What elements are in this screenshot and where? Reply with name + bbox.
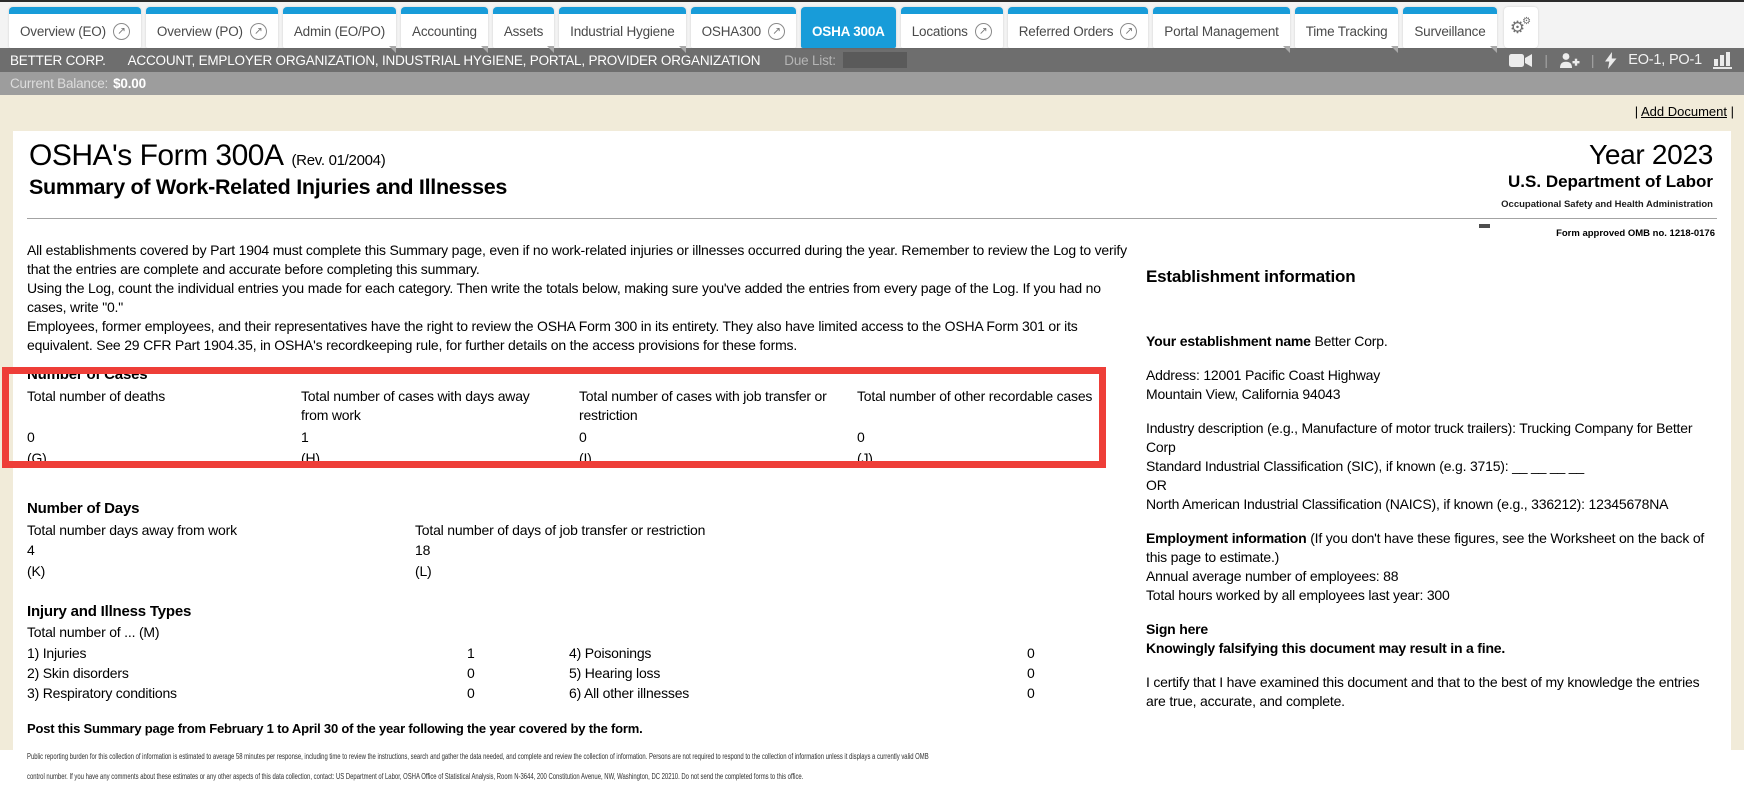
case-value: 1 [301, 429, 309, 445]
fine-print-line: Public reporting burden for this collection of information is estimated to average 58 minutes per response, including time to review the instructions, search and gather the data needed, and complete and review the collection of information. Persons are not required to respond to the collection of information unless it displays a currently valid OMB [27, 752, 929, 761]
omb-approval: Form approved OMB no. 1218-0176 [1556, 228, 1715, 239]
type-label: 6) All other illnesses [569, 685, 690, 701]
tab-label: OSHA 300A [812, 23, 885, 39]
tab-locations[interactable] [901, 7, 1003, 48]
tab-time-tracking[interactable] [1295, 7, 1399, 48]
tab-label: Surveillance [1414, 23, 1486, 39]
bar-chart-icon[interactable] [1713, 52, 1732, 69]
icon-divider: | [1590, 52, 1595, 68]
day-label: Total number days away from work [27, 522, 237, 538]
employment-information [1146, 529, 1717, 605]
balance-bar [0, 72, 1744, 95]
case-label: Total number of cases with days away from work [301, 388, 530, 423]
case-letter: (G) [27, 450, 47, 466]
form-header [27, 137, 1717, 219]
icon-divider: | [1544, 52, 1548, 68]
employment-note: (If you don't have these figures, see the Worksheet on the back of this page to estimate.) [1146, 530, 1705, 565]
address-line: Mountain View, California 94043 [1146, 386, 1341, 402]
injury-illness-types-section [27, 602, 1140, 703]
case-label: Total number of deaths [27, 388, 166, 404]
lightning-bolt-icon[interactable] [1605, 52, 1617, 69]
pipe-divider: | [1634, 104, 1639, 119]
due-list-label: Due List: [784, 52, 836, 68]
type-label: 3) Respiratory conditions [27, 685, 177, 701]
video-camera-icon[interactable] [1509, 53, 1533, 68]
context-roles: ACCOUNT, EMPLOYER ORGANIZATION, INDUSTRIAL HYGIENE, PORTAL, PROVIDER ORGANIZATION [127, 52, 761, 68]
form-revision: (Rev. 01/2004) [291, 152, 386, 169]
tab-industrial-hygiene[interactable] [559, 7, 685, 48]
day-letter: (K) [27, 563, 46, 579]
tab-label: Overview (EO) [20, 23, 106, 39]
dropdown-fold-icon [481, 46, 488, 53]
day-column-k [27, 521, 415, 582]
balance-value: $0.00 [113, 76, 146, 91]
tab-portal-management[interactable] [1153, 7, 1289, 48]
day-label: Total number of days of job transfer or restriction [415, 522, 706, 538]
tab-bar [0, 2, 1744, 48]
type-label: 5) Hearing loss [569, 665, 661, 681]
case-label: Total number of other recordable cases [857, 388, 1093, 404]
post-summary-note: Post this Summary page from February 1 to April 30 of the year following the year covered by the form. [27, 721, 643, 736]
number-of-days-section [27, 499, 1140, 582]
form-year: Year 2023 [1589, 139, 1713, 170]
type-value: 0 [1027, 645, 1035, 661]
external-link-icon[interactable]: ↗ [113, 23, 130, 40]
document-actions [0, 104, 1744, 131]
case-column-i [579, 387, 857, 469]
department-of-labor: U.S. Department of Labor [1508, 172, 1713, 191]
case-column-g [27, 387, 301, 469]
instructions-paragraph: All establishments covered by Part 1904 must complete this Summary page, even if no work-related injuries or illnesses occurred during the year. Remember to review the Log to verify that the entries are complete and accurate before completing this summary. [27, 242, 1127, 277]
falsify-warning: Knowingly falsifying this document may result in a fine. [1146, 640, 1506, 656]
due-list-value-box[interactable] [843, 52, 907, 68]
hours-line: Total hours worked by all employees last year: 300 [1146, 587, 1450, 603]
establishment-name-label: Your establishment name [1146, 333, 1311, 349]
establishment-name-row [1146, 332, 1717, 351]
case-column-h [301, 387, 579, 469]
instructions-paragraph: Employees, former employees, and their representatives have the right to review the OSHA Form 300 in its entirety. They also have limited access to the OSHA Form 301 or its equivalent. See 29 CFR Part 1904.35, in OSHA's recordkeeping rule, for further details on the access provisions for these forms. [27, 318, 1078, 353]
tab-overview-eo[interactable] [9, 7, 141, 48]
type-value: 0 [1027, 685, 1035, 701]
case-value: 0 [857, 429, 865, 445]
case-label: Total number of cases with job transfer or restriction [579, 388, 827, 423]
form-instructions [27, 241, 1140, 355]
day-column-l [415, 521, 1140, 582]
external-link-icon[interactable]: ↗ [1120, 23, 1137, 40]
totals-column [27, 241, 1140, 787]
tab-label: Time Tracking [1305, 23, 1388, 39]
tab-osha-300a-active[interactable] [801, 7, 896, 48]
pipe-divider: | [1730, 104, 1734, 119]
dropdown-fold-icon [547, 46, 554, 53]
osha-administration: Occupational Safety and Health Administration [1501, 199, 1713, 210]
tab-assets[interactable] [493, 7, 554, 48]
gear-small-icon: ⚙ [1522, 16, 1532, 27]
tab-accounting[interactable] [401, 7, 488, 48]
section-heading: Injury and Illness Types [27, 603, 192, 620]
dropdown-fold-icon [389, 46, 396, 53]
naics-line: North American Industrial Classification (NAICS), if known (e.g., 336212): 12345678NA [1146, 496, 1669, 512]
context-bar [0, 48, 1744, 72]
tab-overview-po[interactable] [146, 7, 278, 48]
section-heading: Number of Cases [27, 366, 148, 383]
establishment-column [1146, 241, 1717, 787]
tab-label: Overview (PO) [156, 23, 243, 39]
type-value: 0 [467, 685, 475, 701]
case-value: 0 [579, 429, 587, 445]
tab-label: Portal Management [1164, 23, 1279, 39]
sic-line: Standard Industrial Classification (SIC), if known (e.g. 3715): __ __ __ __ [1146, 458, 1584, 474]
context-right-text: EO-1, PO-1 [1628, 52, 1702, 68]
tab-label: Locations [911, 23, 968, 39]
form-title: OSHA's Form 300A [29, 139, 284, 172]
collapse-dash [1479, 224, 1490, 228]
section-heading: Number of Days [27, 500, 140, 517]
type-value: 0 [467, 665, 475, 681]
day-value: 18 [415, 542, 431, 558]
tab-label: Industrial Hygiene [570, 23, 675, 39]
or-label: OR [1146, 477, 1167, 493]
tab-surveillance[interactable] [1403, 7, 1496, 48]
dropdown-fold-icon [1283, 46, 1290, 53]
form-subtitle: Summary of Work-Related Injuries and Illnesses [29, 175, 508, 199]
paperwork-burden-fine-print [27, 747, 1140, 787]
employees-line: Annual average number of employees: 88 [1146, 568, 1399, 584]
industry-classification [1146, 419, 1717, 514]
number-of-cases-section [27, 365, 1140, 485]
content-area [0, 95, 1744, 781]
sign-here-label: Sign here [1146, 621, 1208, 637]
establishment-heading: Establishment information [1146, 267, 1356, 286]
tab-referred-orders[interactable] [1008, 7, 1149, 48]
sign-here-block [1146, 620, 1717, 658]
employment-label: Employment information [1146, 530, 1307, 546]
case-letter: (H) [301, 450, 320, 466]
type-label: 1) Injuries [27, 645, 87, 661]
external-link-icon[interactable]: ↗ [975, 23, 992, 40]
instructions-paragraph: Using the Log, count the individual entries you made for each category. Then write the totals below, making sure you've added the entries from every page of the Log. If you had no cases, write "0." [27, 280, 1101, 315]
tab-label: Referred Orders [1018, 23, 1114, 39]
osha-300a-form [13, 131, 1731, 781]
certify-statement: I certify that I have examined this document and that to the best of my knowledge the entries are true, accurate, and complete. [1146, 674, 1700, 709]
type-label: 4) Poisonings [569, 645, 652, 661]
case-column-j [857, 387, 1140, 469]
type-label: 2) Skin disorders [27, 665, 129, 681]
tab-label: Admin (EO/PO) [293, 23, 386, 39]
day-value: 4 [27, 542, 35, 558]
tab-osha300[interactable] [691, 7, 796, 48]
external-link-icon[interactable]: ↗ [250, 23, 267, 40]
company-name: BETTER CORP. [10, 52, 106, 68]
establishment-name-value: Better Corp. [1314, 333, 1388, 349]
add-document-link[interactable]: Add Document [1640, 104, 1727, 119]
balance-label: Current Balance: [10, 76, 109, 91]
dropdown-fold-icon [679, 46, 686, 53]
types-subheading: Total number of ... (M) [27, 624, 160, 640]
tab-label: OSHA300 [701, 23, 761, 39]
omb-row [27, 219, 1717, 241]
dropdown-fold-icon [1391, 46, 1398, 53]
address-line: Address: 12001 Pacific Coast Highway [1146, 367, 1381, 383]
tab-label: Accounting [412, 23, 477, 39]
fine-print-line: control number. If you have any comments about these estimates or any other aspects of this data collection, contact: US Department of Labor, OSHA Office of Statistical Analysis, Room N-3644, 200 Constitution Avenue, NW, Washington, DC 20210. Do not send the completed forms to this office. [27, 772, 804, 781]
external-link-icon[interactable]: ↗ [768, 23, 785, 40]
add-user-icon[interactable] [1559, 52, 1580, 68]
settings-button[interactable] [1504, 7, 1538, 48]
gear-icon: ⚙ [1509, 18, 1526, 37]
case-letter: (I) [579, 450, 592, 466]
industry-description: Industry description (e.g., Manufacture of motor truck trailers): Trucking Company for Better Corp [1146, 420, 1693, 455]
tab-label: Assets [503, 23, 544, 39]
tab-admin-eo-po[interactable] [283, 7, 396, 48]
establishment-address [1146, 366, 1717, 404]
day-letter: (L) [415, 563, 432, 579]
type-value: 0 [1027, 665, 1035, 681]
dropdown-fold-icon [1490, 46, 1497, 53]
case-value: 0 [27, 429, 35, 445]
type-value: 1 [467, 645, 475, 661]
case-letter: (J) [857, 450, 873, 466]
